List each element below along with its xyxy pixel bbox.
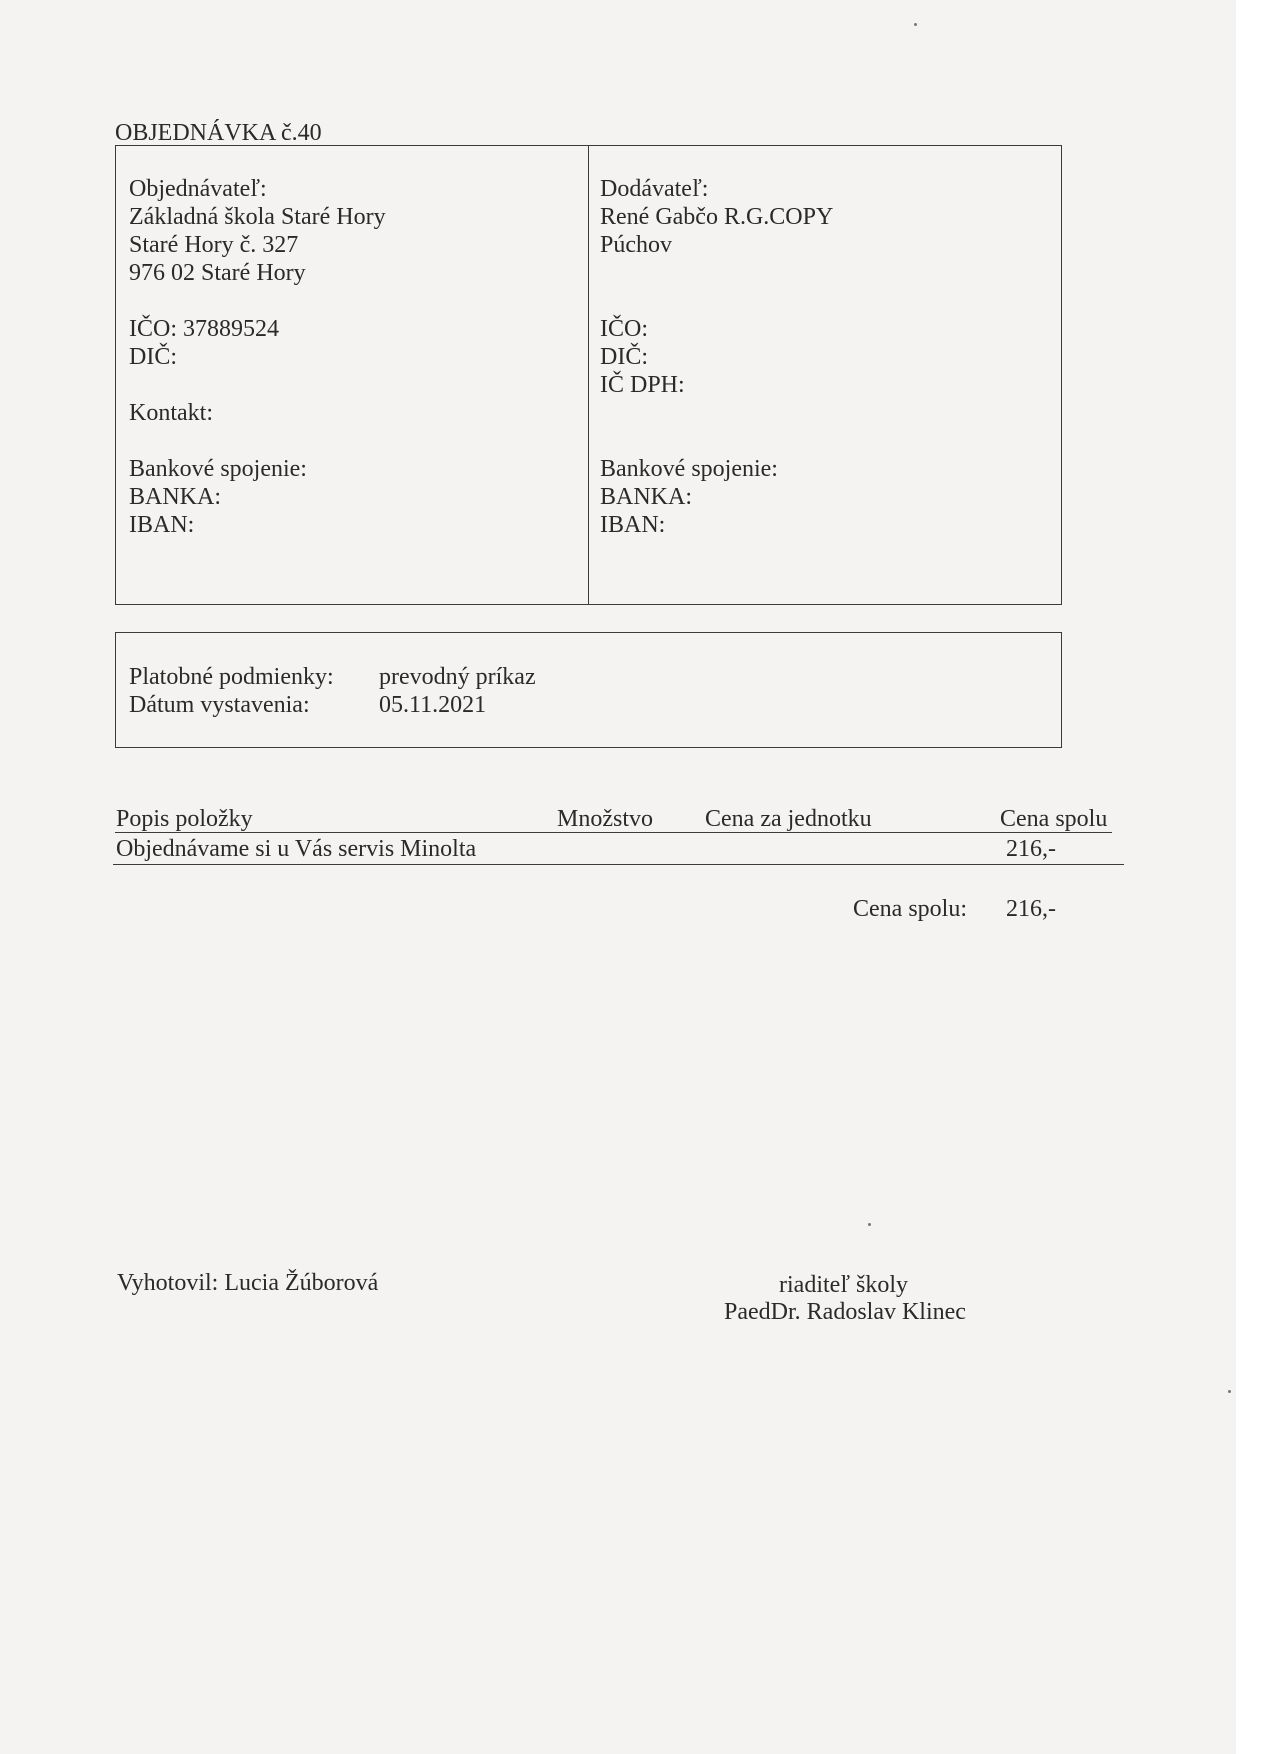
- payment-terms-label: Platobné podmienky:: [129, 664, 334, 690]
- supplier-dic: DIČ:: [600, 344, 648, 370]
- supplier-city: Púchov: [600, 232, 672, 258]
- issue-date-label: Dátum vystavenia:: [129, 692, 310, 718]
- table-row-rule: [113, 864, 1124, 865]
- grand-total-value: 216,-: [1006, 896, 1056, 922]
- customer-dic: DIČ:: [129, 344, 177, 370]
- supplier-iban: IBAN:: [600, 512, 666, 538]
- scan-speck: [1228, 1390, 1231, 1393]
- customer-contact: Kontakt:: [129, 400, 213, 426]
- customer-name: Základná škola Staré Hory: [129, 204, 386, 230]
- supplier-bank-heading: Bankové spojenie:: [600, 456, 778, 482]
- customer-ico: IČO: 37889524: [129, 316, 279, 342]
- prepared-by: Vyhotovil: Lucia Žúborová: [117, 1270, 379, 1296]
- item-total: 216,-: [1006, 836, 1056, 862]
- customer-block: [129, 175, 386, 539]
- scan-speck: [914, 23, 917, 26]
- issue-date-value: 05.11.2021: [379, 692, 487, 718]
- header-quantity: Množstvo: [557, 806, 653, 832]
- scan-speck: [868, 1223, 871, 1226]
- signer-title: riaditeľ školy: [779, 1272, 909, 1298]
- parties-divider: [588, 145, 589, 605]
- supplier-name: René Gabčo R.G.COPY: [600, 204, 834, 230]
- document-title: OBJEDNÁVKA č.40: [115, 120, 322, 146]
- grand-total-label: Cena spolu:: [853, 896, 967, 922]
- supplier-ic-dph: IČ DPH:: [600, 372, 685, 398]
- customer-bank: BANKA:: [129, 484, 222, 510]
- table-header-rule: [115, 832, 1112, 833]
- item-description: Objednávame si u Vás servis Minolta: [116, 836, 477, 862]
- supplier-bank: BANKA:: [600, 484, 693, 510]
- signer-name: PaedDr. Radoslav Klinec: [724, 1299, 966, 1325]
- supplier-ico: IČO:: [600, 316, 648, 342]
- customer-city: 976 02 Staré Hory: [129, 260, 306, 286]
- supplier-heading: Dodávateľ:: [600, 176, 709, 202]
- scan-edge-strip: [1236, 0, 1275, 1754]
- customer-street: Staré Hory č. 327: [129, 232, 299, 258]
- header-total: Cena spolu: [1000, 806, 1108, 832]
- payment-terms-value: prevodný príkaz: [379, 664, 536, 690]
- customer-bank-heading: Bankové spojenie:: [129, 456, 307, 482]
- customer-iban: IBAN:: [129, 512, 195, 538]
- header-unit-price: Cena za jednotku: [705, 806, 872, 832]
- header-description: Popis položky: [116, 806, 253, 832]
- supplier-block: [600, 175, 833, 539]
- customer-heading: Objednávateľ:: [129, 176, 267, 202]
